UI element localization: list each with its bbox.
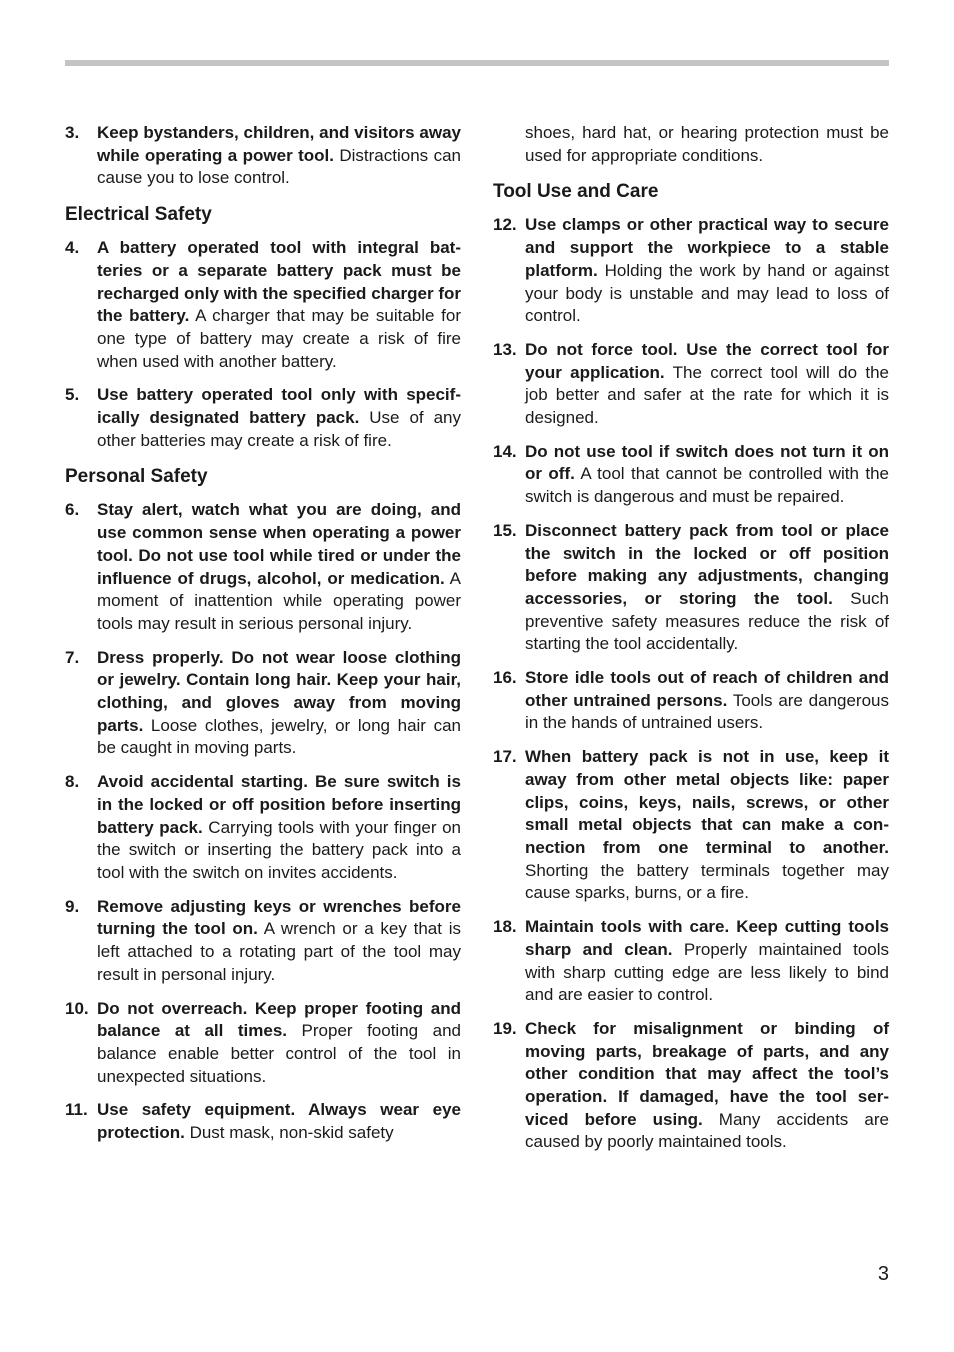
item-number: 18. xyxy=(493,917,517,937)
item-instruction: Avoid accidental starting. Be sure switch is in the locked or off position before inserting battery pack. xyxy=(97,772,461,837)
right-column xyxy=(493,122,889,1165)
item-explanation: Holding the work by hand or against your body is unstable and may lead to loss of control. xyxy=(525,260,889,326)
list-item-12 xyxy=(493,214,889,328)
list-item-11-continued: shoes, hard hat, or hearing protection must be used for appropriate conditions. xyxy=(525,123,889,165)
list-item-8 xyxy=(65,771,461,885)
item-instruction: Check for misalignment or binding of moving parts, breakage of parts, and any other condition that may affect the tool’s operation. If damaged, have the tool serviced before using. xyxy=(525,1018,889,1129)
list-item-15 xyxy=(493,520,889,656)
item-number: 14. xyxy=(493,441,517,461)
item-instruction: Use safety equipment. Always wear eye protection. xyxy=(97,1100,461,1143)
item-instruction: Do not use tool if switch does not turn it on or off. xyxy=(525,441,889,484)
item-instruction: Use battery operated tool only with specifically designated battery pack. xyxy=(97,385,461,428)
list-item-7 xyxy=(65,647,461,761)
item-explanation: The correct tool will do the job better and safer at the rate for which it is designed. xyxy=(525,362,889,428)
list-item-18 xyxy=(493,916,889,1007)
section-heading-personal-safety: Personal Safety xyxy=(65,466,208,488)
list-item-5 xyxy=(65,384,461,452)
list-item-6 xyxy=(65,499,461,635)
item-explanation: Use of any other batteries may create a risk of fire. xyxy=(97,408,461,450)
list-item-16 xyxy=(493,667,889,735)
list-item-19 xyxy=(493,1018,889,1154)
item-instruction: Stay alert, watch what you are doing, and use common sense when operating a power tool. Do not use tool while tired or under the influence of drugs, alcohol, or medication. xyxy=(97,500,461,588)
list-item-9 xyxy=(65,896,461,987)
item-explanation: Many accidents are caused by poorly maintained tools. xyxy=(525,1109,889,1152)
item-explanation: A moment of inattention while operating power tools may result in serious personal injury. xyxy=(97,568,461,633)
list-item-11 xyxy=(65,1099,461,1144)
item-number: 4. xyxy=(65,238,80,258)
item-instruction: Use clamps or other practical way to secure and support the workpiece to a stable platform. xyxy=(525,215,889,280)
list-item-4 xyxy=(65,237,461,373)
header-rule xyxy=(65,60,889,66)
item-number: 15. xyxy=(493,520,517,540)
item-explanation: Loose clothes, jewelry, or long hair can be caught in moving parts. xyxy=(97,715,461,758)
page-number: 3 xyxy=(877,1263,889,1285)
item-instruction: Maintain tools with care. Keep cutting tools sharp and clean. xyxy=(525,917,889,959)
list-item-10 xyxy=(65,998,461,1089)
item-explanation: Distractions can cause you to lose control. xyxy=(97,145,461,188)
item-explanation: Proper footing and balance enable better control of the tool in unexpected situations. xyxy=(97,1021,461,1086)
item-number: 13. xyxy=(493,339,517,359)
item-explanation: Such preventive safety measures reduce the risk of starting the tool accidentally. xyxy=(525,588,889,654)
item-number: 11. xyxy=(65,1100,88,1120)
list-item-14 xyxy=(493,441,889,509)
list-item-3 xyxy=(65,122,461,190)
item-number: 10. xyxy=(65,998,89,1018)
item-instruction: Do not overreach. Keep proper footing and balance at all times. xyxy=(97,998,461,1041)
item-instruction: Dress properly. Do not wear loose clothing or jewelry. Contain long hair. Keep your hair, clothing, and gloves away from moving parts. xyxy=(97,647,461,735)
item-instruction: Do not force tool. Use the correct tool for your application. xyxy=(525,339,889,382)
item-explanation: A tool that cannot be controlled with the switch is dangerous and must be repaired. xyxy=(525,464,889,507)
left-column xyxy=(65,122,461,1156)
item-number: 17. xyxy=(493,747,517,767)
item-explanation: Properly maintained tools with sharp cutting edge are less likely to bind and are easier to control. xyxy=(525,939,889,1005)
item-number: 8. xyxy=(65,772,80,792)
item-instruction: When battery pack is not in use, keep it away from other metal objects like: paper clips, coins, keys, nails, screws, or other small metal objects that can make a connection from one terminal to another. xyxy=(525,747,889,857)
item-number: 3. xyxy=(65,123,80,142)
item-instruction: A battery operated tool with integral batteries or a separate battery pack must be recharged only with the specified charger for the battery. xyxy=(97,238,461,326)
item-number: 9. xyxy=(65,896,80,916)
item-instruction: Disconnect battery pack from tool or place the switch in the locked or off position before making any adjustments, changing accessories, or storing the tool. xyxy=(525,520,889,608)
item-number: 12. xyxy=(493,215,517,235)
item-number: 16. xyxy=(493,668,517,688)
item-number: 5. xyxy=(65,385,80,405)
item-number: 6. xyxy=(65,500,80,520)
list-item-13 xyxy=(493,339,889,430)
section-heading-electrical-safety: Electrical Safety xyxy=(65,204,212,226)
item-instruction: Keep bystanders, children, and visitors away while operating a power tool. xyxy=(97,123,461,165)
item-instruction: Remove adjusting keys or wrenches before turning the tool on. xyxy=(97,896,461,939)
item-explanation: A charger that may be suitable for one type of battery may create a risk of fire when used with another battery. xyxy=(97,306,461,371)
section-heading-tool-use-and-care: Tool Use and Care xyxy=(493,181,659,203)
item-explanation: Carrying tools with your finger on the switch or inserting the battery pack into a tool with the switch on invites accidents. xyxy=(97,817,461,882)
item-explanation: A wrench or a key that is left attached to a rotating part of the tool may result in personal injury. xyxy=(97,919,461,984)
list-item-17 xyxy=(493,746,889,905)
item-instruction: Store idle tools out of reach of children and other untrained persons. xyxy=(525,668,889,710)
item-number: 19. xyxy=(493,1018,517,1038)
item-explanation: Shorting the battery terminals together may cause sparks, burns, or a fire. xyxy=(525,860,889,903)
item-explanation: Dust mask, non-skid safety xyxy=(184,1123,394,1143)
item-explanation: Tools are dangerous in the hands of untrained users. xyxy=(525,690,890,733)
item-number: 7. xyxy=(65,647,80,667)
